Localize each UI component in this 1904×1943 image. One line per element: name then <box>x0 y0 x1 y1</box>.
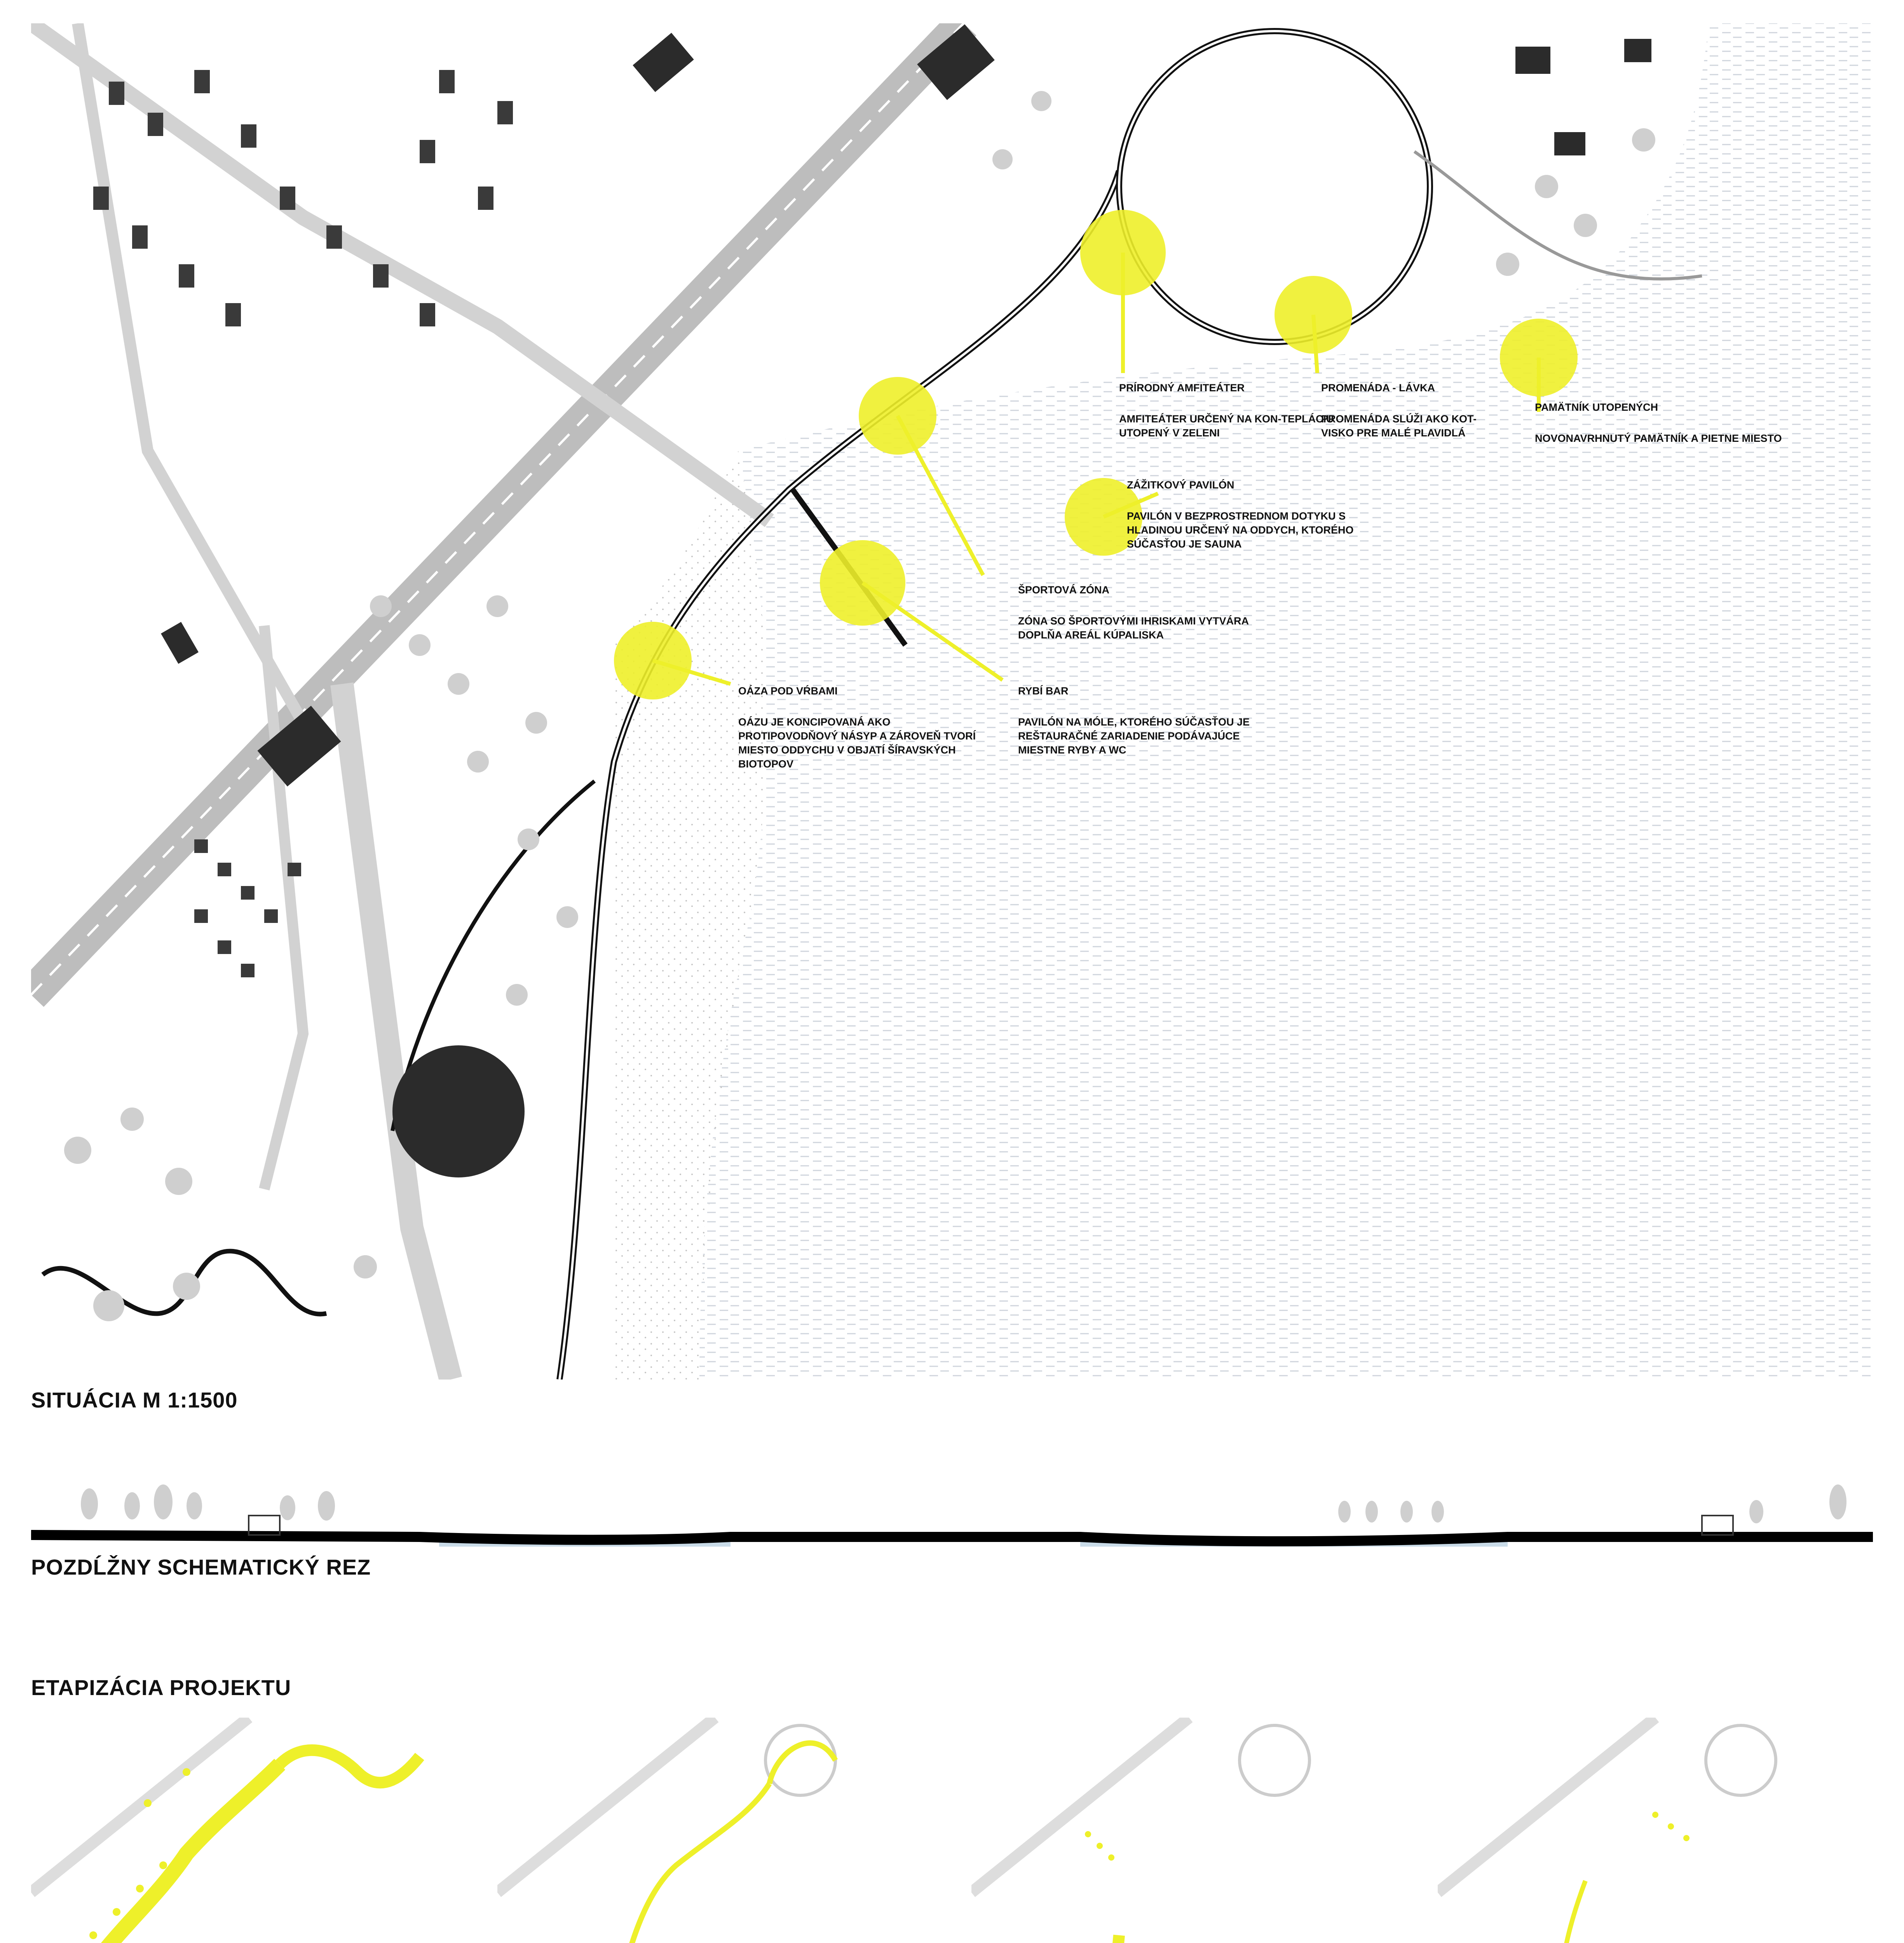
label-fish-bar-desc: PAVILÓN NA MÓLE, KTORÉHO SÚČASŤOU JE REŠTAURAČNÉ ZARIADENIE PODÁVAJÚCE MIESTNE RYBY A WC <box>1018 716 1250 756</box>
phase-1-map <box>497 1718 909 1943</box>
section-ground-line <box>31 1535 1873 1541</box>
label-fish-bar <box>1018 684 1259 757</box>
label-promenade-bridge-desc: PROMENÁDA SLÚŽI AKO KOT-VISKO PRE MALÉ PLAVIDLÁ <box>1321 413 1477 439</box>
label-oasis <box>738 684 979 771</box>
label-fish-bar-title: RYBÍ BAR <box>1018 685 1069 697</box>
label-memorial <box>1535 400 1830 445</box>
label-memorial-title: PAMÄTNÍK UTOPENÝCH <box>1535 401 1658 413</box>
label-sports-zone-desc: ZÓNA SO ŠPORTOVÝMI IHRISKAMI VYTVÁRA DOPLŇA AREÁL KÚPALISKA <box>1018 615 1249 641</box>
label-experience-pavilion-desc: PAVILÓN V BEZPROSTREDNOM DOTYKU S HLADINOU URČENÝ NA ODDYCH, KTORÉHO SÚČASŤOU JE SAUNA <box>1127 510 1354 550</box>
label-sports-zone-title: ŠPORTOVÁ ZÓNA <box>1018 584 1110 596</box>
schematic-section <box>31 1469 1873 1566</box>
section-title: POZDĹŽNY SCHEMATICKÝ REZ <box>31 1555 371 1579</box>
label-amphitheater-title: PRÍRODNÝ AMFITEÁTER <box>1119 382 1245 394</box>
ring-promenade <box>1119 31 1430 342</box>
label-memorial-desc: NOVONAVRHNUTÝ PAMÄTNÍK A PIETNE MIESTO <box>1535 433 1782 444</box>
phasing-title: ETAPIZÁCIA PROJEKTU <box>31 1675 291 1700</box>
label-oasis-desc: OÁZU JE KONCIPOVANÁ AKO PROTIPOVODŇOVÝ NÁSYP A ZÁROVEŇ TVORÍ MIESTO ODDYCHU V OBJATÍ ŠÍRAVSKÝCH BIOTOPOV <box>738 716 976 770</box>
label-amphitheater-desc: AMFITEÁTER URČENÝ NA KON-TEPLÁCIU UTOPENÝ V ZELENI <box>1119 413 1334 439</box>
label-promenade-bridge-title: PROMENÁDA - LÁVKA <box>1321 382 1435 394</box>
phase-2-map <box>971 1718 1383 1943</box>
label-amphitheater <box>1119 381 1337 440</box>
label-oasis-title: OÁZA POD VŔBAMI <box>738 685 838 697</box>
label-experience-pavilion <box>1127 478 1383 551</box>
label-sports-zone <box>1018 583 1259 642</box>
phase-0-map <box>31 1718 443 1943</box>
plan-title: SITUÁCIA M 1:1500 <box>31 1388 238 1412</box>
label-experience-pavilion-title: ZÁŽITKOVÝ PAVILÓN <box>1127 479 1234 491</box>
label-promenade-bridge <box>1321 381 1508 440</box>
phase-3-map <box>1438 1718 1850 1943</box>
